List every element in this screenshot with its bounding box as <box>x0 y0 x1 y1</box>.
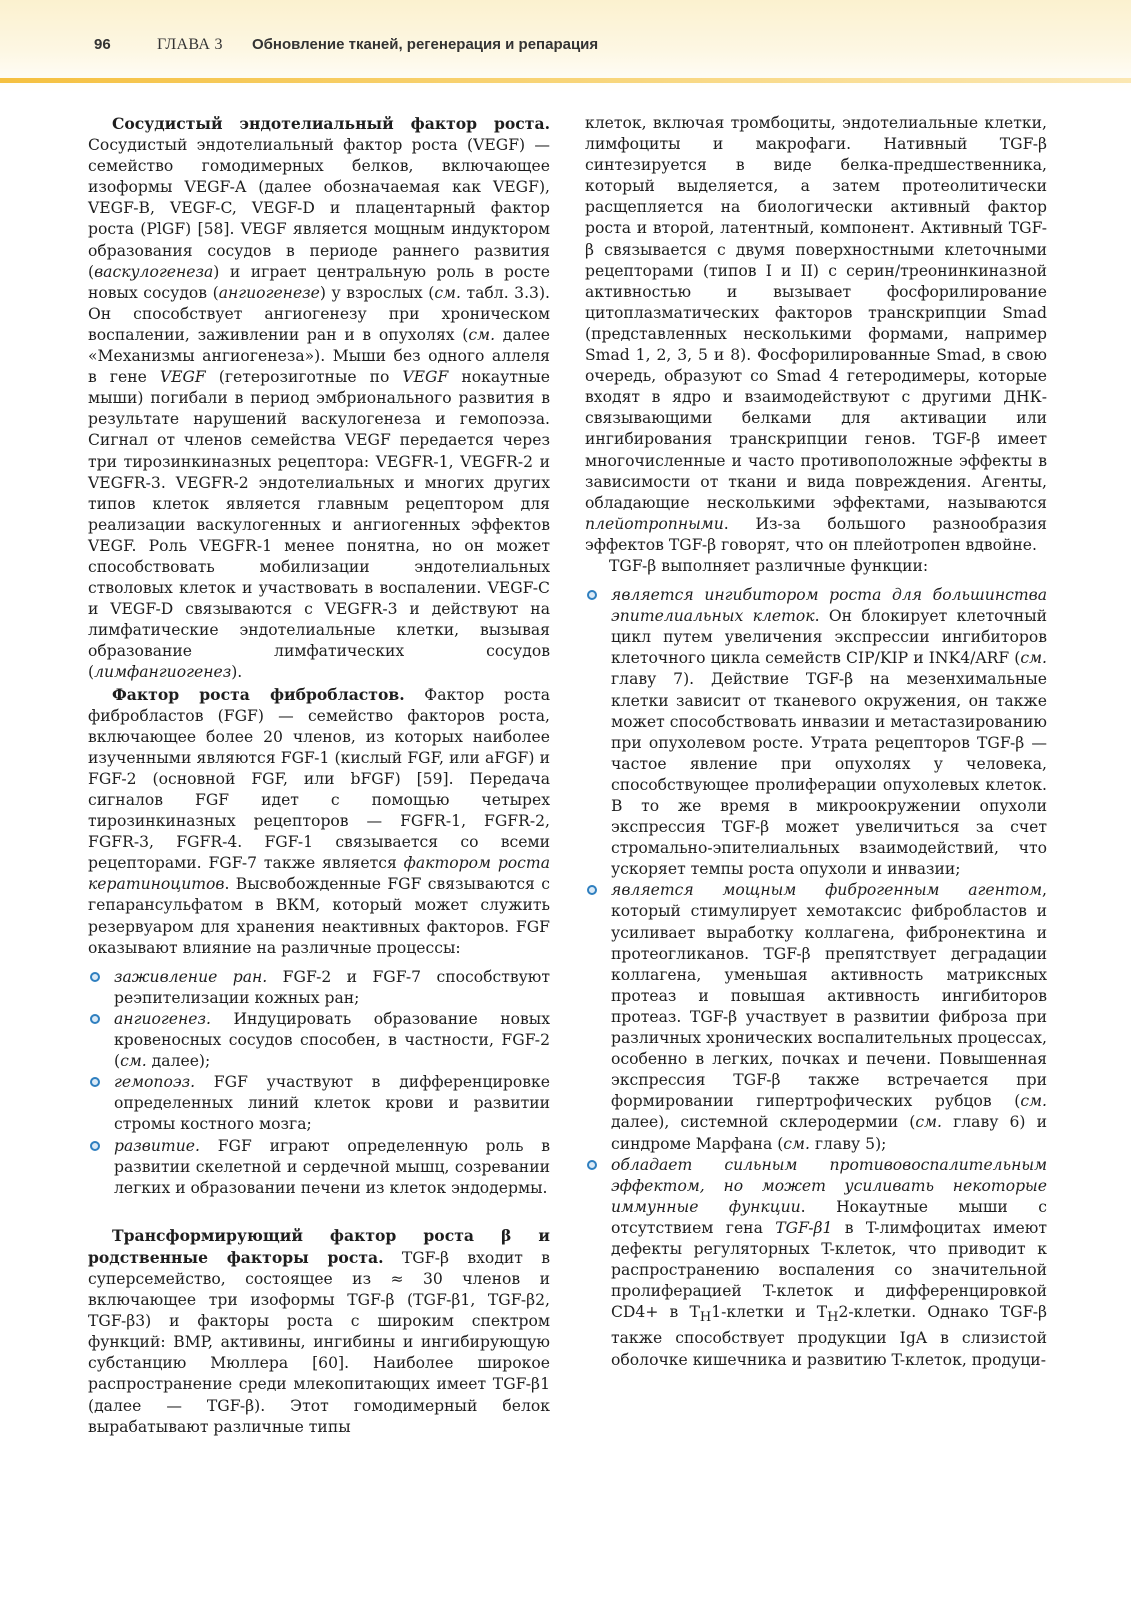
italic-term: является мощным фиброгенным агентом <box>611 881 1043 900</box>
italic-term: см. <box>1020 1092 1047 1111</box>
tgf-bullet-list <box>585 585 1047 1371</box>
text-run: ). <box>231 663 243 682</box>
text-run: ) у взрослых ( <box>319 283 435 302</box>
text-run: клеток, включая тромбоциты, эндотелиальные клетки, лимфоциты и макрофаги. Нативный TGF-β синтезируется в виде белка-предшественника, который выделяется, а затем протеолитически расщепляется на биологически активный фактор роста и второй, латентный, компонент. Активный TGF-β связывается с двумя поверхностными клеточными рецепторами (типов I и II) с серин/треонинкиназной активностью и вызывает фосфорилирование цитоплазматических факторов транскрипции Smad (представленных несколькими формами, например Smad 1, 2, 3, 5 и 8). Фосфорилированные Smad, в свою очередь, образуют со Smad 4 гетеродимеры, которые входят в ядро и взаимодействуют с другими ДНК-связывающими белками для активации или ингибирования транскрипции генов. TGF-β имеет многочисленные и часто противоположные эффекты в зависимости от ткани и вида повреждения. Агенты, обладающие несколькими эффектами, называются <box>585 114 1047 512</box>
text-run: далее); <box>146 1052 211 1071</box>
bullet-icon <box>90 1141 100 1151</box>
text-run: нокаутные мыши) погибали в период эмбрионального развития в результате нарушений васкулогенеза и гемопоэза. Сигнал от членов семейства VEGF передается через три тирозинкиназных рецептора: VEGFR-1, VEGFR-2 и VEGFR-3. VEGFR-2 эндотелиальных и многих других типов клеток является главным рецептором для реализации васкулогенных и ангиогенных эффектов VEGF. Роль VEGFR-1 менее понятна, но он может способствовать мобилизации эндотелиальных стволовых клеток и участвовать в воспалении. VEGF-C и VEGF-D связываются с VEGFR-3 и действуют на лимфатические эндотелиальные клетки, вызывая образование лимфатических сосудов ( <box>88 368 550 682</box>
text-run: далее), системной склеродермии ( <box>611 1113 916 1132</box>
tgf-continued-paragraph <box>585 113 1047 556</box>
italic-term: лимфангиогенез <box>94 663 232 682</box>
fgf-bullet-list <box>88 967 550 1199</box>
italic-term: васкулогенеза <box>94 262 214 281</box>
italic-term: см. <box>434 283 461 302</box>
italic-term: VEGF <box>402 368 449 387</box>
list-item <box>585 585 1047 880</box>
text-run: ) и играет центральную роль в росте новых сосудов ( <box>88 262 550 302</box>
text-run: Индуцировать образование новых кровеносных сосудов способен, в частности, FGF-2 ( <box>114 1009 550 1071</box>
text-run: FGF-2 и FGF-7 способствуют реэпителизации кожных ран; <box>114 967 550 1007</box>
list-item <box>88 1136 550 1199</box>
bullet-icon <box>587 590 597 600</box>
italic-term: является ингибитором роста для большинства эпителиальных клеток <box>611 586 1047 626</box>
text-run: Фактор роста фибробластов (FGF) — семейство факторов роста, включающее более 20 членов, из которых наиболее изученными являются FGF-1 (кислый FGF, или aFGF) и FGF-2 (основной FGF, или bFGF) [59]. Передача сигналов FGF идет с помощью четырех тирозинкиназных рецепторов — FGFR-1, FGFR-2, FGFR-3, FGFR-4. FGF-1 связывается со всеми рецепторами. FGF-7 также является <box>88 685 550 873</box>
text-run: главу 7). Действие TGF-β на мезенхимальные клетки зависит от тканевого окружения, он также может способствовать инвазии и метастазированию при опухолевом росте. Утрата рецепторов TGF-β — частое явление при опухолях у человека, способствующее пролиферации опухолевых клеток. В то же время в микроокружении опухоли экспрессия TGF-β может увеличиться за счет стромально-эпителиальных взаимодействий, что ускоряет темпы роста опухоли и инвазии; <box>611 670 1047 879</box>
vegf-paragraph <box>88 113 550 684</box>
functions-intro: TGF-β выполняет различные функции: <box>609 556 929 575</box>
italic-term: см. <box>783 1134 810 1153</box>
italic-term: VEGF <box>159 368 206 387</box>
text-run: далее «Механизмы ангиогенеза»). Мыши без одного аллеля в гене <box>88 325 551 387</box>
italic-term: см. <box>915 1113 942 1132</box>
italic-term: ангиогенезе <box>218 283 320 302</box>
text-run: Сосудистый эндотелиальный фактор роста (VEGF) — семейство гомодимерных белков, включающее изоформы VEGF-A (далее обозначаемая как VEGF), VEGF-B, VEGF-C, VEGF-D и плацентарный фактор роста (PlGF) [58]. VEGF является мощным индуктором образования сосудов в периоде раннего развития ( <box>88 136 550 281</box>
text-run: (гетерозиготные по <box>205 368 403 387</box>
subscript: H <box>827 1310 839 1326</box>
list-item <box>88 1072 550 1135</box>
spacer <box>88 1207 550 1225</box>
page-number: 96 <box>94 36 111 53</box>
list-item <box>88 1009 550 1072</box>
text-run: FGF участвуют в дифференцировке определенных линий клеток крови и развитии стромы костного мозга; <box>114 1073 550 1134</box>
italic-term: обладает сильным противовоспалительным эффектом, но может усиливать некоторые иммунные функции <box>611 1155 1047 1216</box>
italic-term: см. <box>1020 649 1047 668</box>
text-run: 1-клетки и T <box>711 1303 828 1322</box>
list-item <box>585 1155 1047 1371</box>
text-run: FGF играют определенную роль в развитии скелетной и сердечной мышц, созревании легких и образовании печени из клеток эндодермы. <box>114 1136 550 1197</box>
bullet-icon <box>90 972 100 982</box>
list-item <box>585 880 1047 1154</box>
italic-term: см. <box>468 325 496 344</box>
text-run: . Он блокирует клеточный цикл путем увеличения экспрессии ингибиторов клеточного цикла семейств CIP/KIP и INK4/ARF ( <box>611 607 1047 668</box>
italic-term: ангиогенез. <box>114 1009 211 1028</box>
tgf-paragraph <box>88 1225 550 1438</box>
text-run: , который стимулирует хемотаксис фибробластов и усиливает выработку коллагена, фибронектина и протеогликанов. TGF-β препятствует деградации коллагена, уменьшая активность матриксных протеаз и повышая активность ингибиторов протеаз. TGF-β участвует в развитии фиброза при различных хронических воспалительных процессах, особенно в легких, почках и печени. Повышенная экспрессия TGF-β также встречается при формировании гипертрофических рубцов ( <box>611 881 1047 1111</box>
text-run: главу 6) и синдроме Марфана ( <box>611 1113 1047 1153</box>
text-run: табл. 3.3). Он способствует ангиогенезу при хроническом воспалении, заживлении ран и в опухолях ( <box>88 283 551 344</box>
italic-term: заживление ран. <box>114 967 268 986</box>
subscript: H <box>699 1310 712 1326</box>
chapter-label: ГЛАВА 3 <box>157 36 223 53</box>
list-item <box>88 967 550 1009</box>
italic-term: см. <box>120 1052 147 1071</box>
italic-term: гемопоэз. <box>114 1073 196 1092</box>
bullet-icon <box>587 885 597 895</box>
italic-term: фактором роста кератиноцитов <box>88 854 551 894</box>
fgf-paragraph <box>88 684 550 959</box>
text-run: в T-лимфоцитах имеют дефекты регуляторных T-клеток, что приводит к распространению воспаления со значительной пролиферацией T-клеток и дифференцировкой CD4+ в T <box>611 1218 1047 1322</box>
text-run: . Нокаутные мыши с отсутствием гена <box>611 1197 1047 1237</box>
bullet-icon <box>90 1077 100 1087</box>
italic-term: развитие. <box>114 1136 200 1155</box>
left-column <box>88 113 550 1438</box>
right-column <box>585 113 1047 1379</box>
text-run: 2-клетки. Однако TGF-β также способствует продукции IgA в слизистой оболочке кишечника и развитию T-клеток, продуци- <box>611 1303 1048 1369</box>
tgf-heading: Трансформирующий фактор роста β и родственные факторы роста. <box>88 1225 550 1267</box>
chapter-title: Обновление тканей, регенерация и репарация <box>252 36 599 53</box>
italic-term: TGF-β1 <box>775 1218 833 1237</box>
bullet-icon <box>90 1014 100 1024</box>
text-run: главу 5); <box>809 1134 887 1153</box>
header-rule <box>0 78 1131 83</box>
text-run: . Из-за большого разнообразия эффектов TGF-β говорят, что он плейотропен вдвойне. <box>585 514 1047 554</box>
bullet-icon <box>587 1160 597 1170</box>
text-run: TGF-β входит в суперсемейство, состоящее из ≈ 30 членов и включающее три изоформы TGF-β (TGF-β1, TGF-β2, TGF-β3) и факторы роста с широким спектром функций: BMP, активины, ингибины и ингибирующую субстанцию Мюллера [60]. Наиболее широкое распространение среди млекопитающих имеет TGF-β1 (далее — TGF-β). Этот гомодимерный белок вырабатывают различные типы <box>88 1248 550 1436</box>
fgf-heading: Фактор роста фибробластов. <box>112 684 405 704</box>
text-run: . Высвобожденные FGF связываются с гепарансульфатом в ВКМ, который может служить резервуаром для хранения неактивных факторов. FGF оказывают влияние на различные процессы: <box>88 875 550 957</box>
italic-term: плейотропными <box>585 514 724 533</box>
vegf-heading: Сосудистый эндотелиальный фактор роста. <box>112 114 550 133</box>
